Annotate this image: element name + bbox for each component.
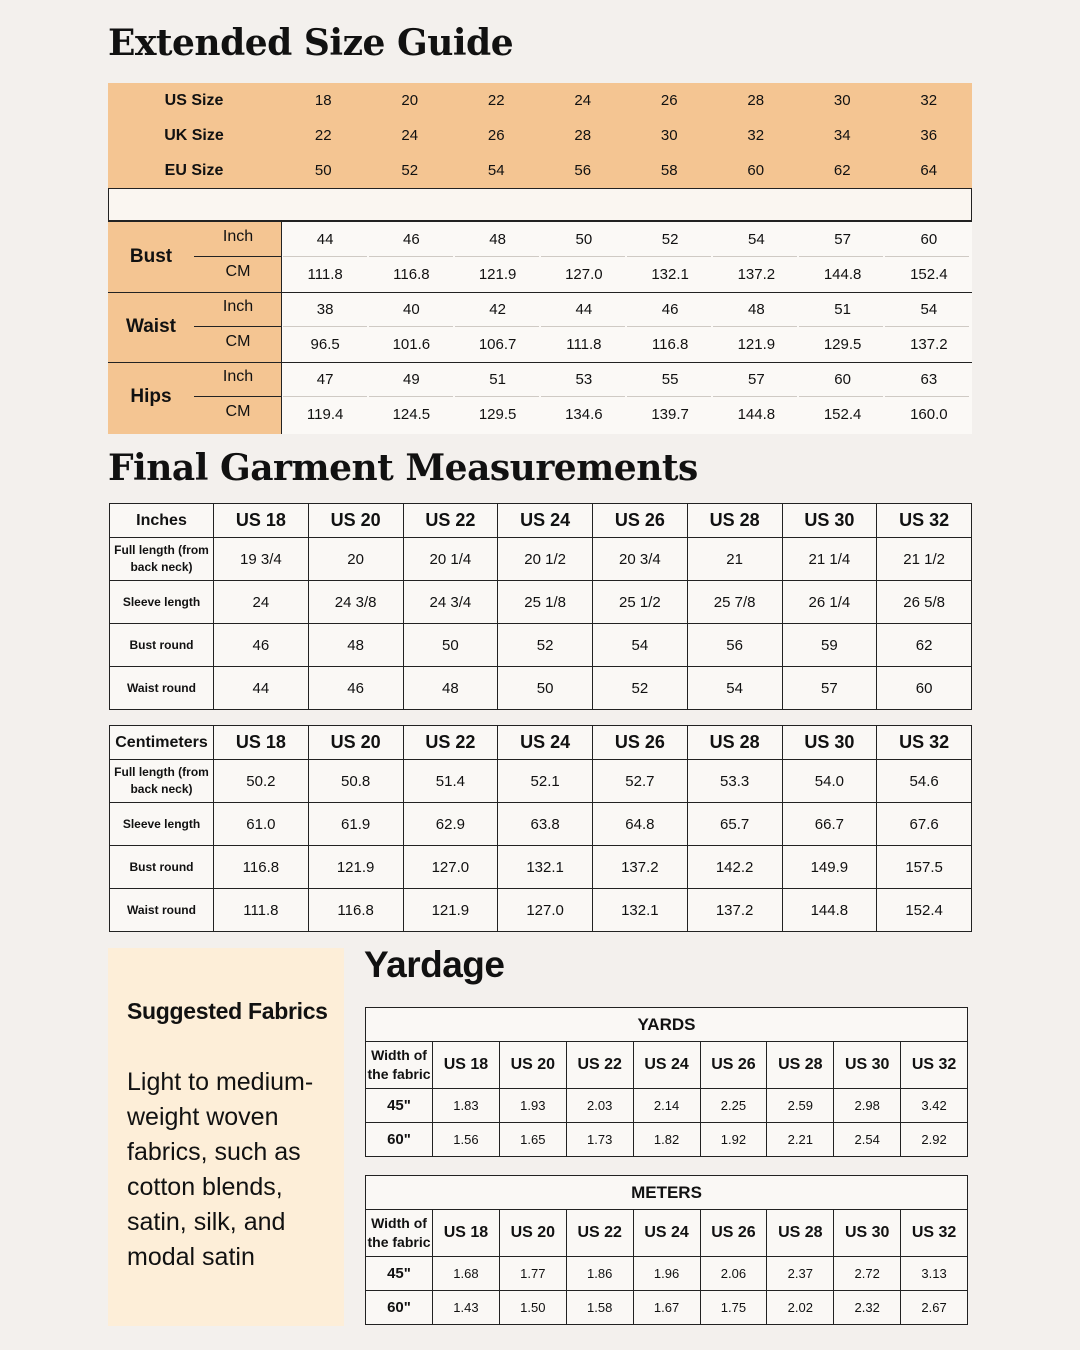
table-cell: 63.8 [498,803,593,846]
table-header-row [110,726,972,760]
size-value: 56 [574,162,592,179]
table-cell: 24 3/4 [403,581,498,624]
measurement-value: 54 [748,231,765,248]
unit-label: Inch [222,368,254,385]
measurement-label-block [108,292,281,362]
table-cell: 1.83 [433,1089,500,1123]
width-header: Width of the fabric [366,1042,433,1089]
unit-header: Centimeters [110,726,214,760]
table-cell: 2.92 [901,1123,968,1157]
table-cell: 2.02 [767,1291,834,1325]
size-conversion-header [108,83,972,188]
size-header: US 20 [499,1042,566,1089]
table-cell: 20 [308,538,403,581]
table-cell: 50.8 [308,760,403,803]
table-cell: 26 1/4 [782,581,877,624]
garment-inches-table [109,503,972,710]
row-label: Full length (from back neck) [110,538,214,581]
size-value: 54 [487,162,505,179]
table-cell: 1.77 [499,1257,566,1291]
table-cell: 127.0 [403,846,498,889]
table-cell: 2.98 [834,1089,901,1123]
table-cell: 1.67 [633,1291,700,1325]
size-value: 36 [920,127,938,144]
measurement-value: 57 [834,231,851,248]
table-cell: 1.86 [566,1257,633,1291]
table-cell: 59 [782,624,877,667]
table-cell: 2.54 [834,1123,901,1157]
size-row [108,83,972,118]
measurement-value: 127.0 [565,266,603,283]
unit-label: CM [225,403,251,420]
unit-label: CM [225,333,251,350]
measurement-value: 51 [489,371,506,388]
size-header: US 22 [566,1210,633,1257]
table-cell: 65.7 [687,803,782,846]
size-value: 26 [487,127,505,144]
measurement-label-block [108,362,281,432]
garment-measurements-title: Final Garment Measurements [108,447,698,489]
measurement-value: 51 [834,301,851,318]
measurement-value: 55 [661,371,679,388]
table-header-row [110,504,972,538]
row-label: 45" [366,1089,433,1123]
table-cell: 54.0 [782,760,877,803]
table-cell: 51.4 [403,760,498,803]
size-header: US 32 [901,1042,968,1089]
measurement-value: 48 [748,301,765,318]
table-cell: 44 [214,667,309,710]
measurement-value: 121.9 [478,266,517,283]
table-row [366,1089,968,1123]
table-cell: 1.96 [633,1257,700,1291]
table-cell: 57 [782,667,877,710]
table-row [110,624,972,667]
size-value: 34 [833,127,851,144]
table-row [110,846,972,889]
table-cell: 2.32 [834,1291,901,1325]
measurement-value: 44 [575,301,593,318]
table-cell: 21 [687,538,782,581]
table-cell: 121.9 [308,846,403,889]
table-cell: 21 1/2 [877,538,972,581]
table-cell: 50 [498,667,593,710]
table-caption-row [366,1008,968,1042]
table-cell: 1.73 [566,1123,633,1157]
size-header: US 30 [782,726,877,760]
table-cell: 2.72 [834,1257,901,1291]
measurement-value: 57 [748,371,765,388]
table-cell: 26 5/8 [877,581,972,624]
table-cell: 1.56 [433,1123,500,1157]
measurement-row [282,292,972,327]
table-cell: 1.93 [499,1089,566,1123]
row-label: Waist round [110,889,214,932]
size-value: 24 [401,127,419,144]
value-separator [282,396,972,397]
table-cell: 1.68 [433,1257,500,1291]
size-value: 18 [314,92,332,109]
measurement-value: 139.7 [651,406,689,423]
measurement-value: 60 [834,371,851,388]
table-cell: 1.43 [433,1291,500,1325]
measurement-labels-column [108,222,281,434]
row-label: Waist round [110,667,214,710]
size-header: US 20 [499,1210,566,1257]
table-cell: 1.75 [700,1291,767,1325]
measurement-value: 63 [920,371,938,388]
size-header: US 24 [633,1042,700,1089]
size-guide-table [108,83,972,434]
size-header: US 32 [877,504,972,538]
table-cell: 2.21 [767,1123,834,1157]
measurement-label-block [108,222,281,292]
size-header: US 22 [403,726,498,760]
size-header: US 28 [767,1042,834,1089]
table-cell: 2.03 [566,1089,633,1123]
size-header: US 32 [901,1210,968,1257]
table-cell: 62.9 [403,803,498,846]
table-cell: 25 7/8 [687,581,782,624]
measurement-value: 46 [661,301,679,318]
measurement-value: 144.8 [823,266,862,283]
body-measurements [108,221,972,434]
measurement-value: 53 [575,371,593,388]
measurement-value: 42 [489,301,506,318]
measurement-value: 129.5 [823,336,862,353]
value-separator [282,326,972,327]
measurement-value: 129.5 [478,406,517,423]
measurement-value: 106.7 [478,336,517,353]
value-separator [282,256,972,257]
measurement-value: 111.8 [307,266,343,283]
table-row [110,760,972,803]
size-row [108,118,972,153]
size-header: US 28 [687,726,782,760]
row-label: 45" [366,1257,433,1291]
table-header-row [366,1210,968,1257]
measurement-value: 46 [403,231,420,248]
size-value: 26 [660,92,678,109]
measurement-value: 152.4 [823,406,862,423]
measurement-row [282,397,972,432]
size-value: 22 [314,127,332,144]
size-value: 32 [920,92,938,109]
size-header: US 26 [700,1210,767,1257]
row-label: 60" [366,1123,433,1157]
size-row [108,153,972,188]
size-header: US 18 [214,504,309,538]
table-row [110,581,972,624]
size-header: US 18 [433,1042,500,1089]
table-cell: 46 [308,667,403,710]
measurement-separator [108,292,972,293]
table-cell: 54 [593,624,688,667]
table-cell: 60 [877,667,972,710]
measurement-separator [108,362,972,363]
table-caption: YARDS [366,1008,968,1042]
measurement-value: 116.8 [651,336,689,353]
measurement-value: 60 [920,231,938,248]
table-cell: 2.59 [767,1089,834,1123]
unit-divider [194,396,281,397]
measurement-value: 119.4 [306,406,344,423]
measurement-value: 50 [575,231,593,248]
table-cell: 52 [593,667,688,710]
table-cell: 67.6 [877,803,972,846]
size-value: 32 [747,127,765,144]
table-row [110,803,972,846]
table-cell: 54 [687,667,782,710]
table-cell: 61.0 [214,803,309,846]
measurement-value: 132.1 [651,266,689,283]
table-cell: 20 1/2 [498,538,593,581]
size-header: US 28 [687,504,782,538]
table-cell: 2.14 [633,1089,700,1123]
size-guide-spacer [108,188,972,221]
measurement-value: 134.6 [565,406,603,423]
table-cell: 127.0 [498,889,593,932]
size-header: US 24 [498,504,593,538]
size-header: US 28 [767,1210,834,1257]
table-cell: 19 3/4 [214,538,309,581]
suggested-fabrics-title: Suggested Fabrics [127,998,328,1024]
size-header: US 26 [700,1042,767,1089]
table-cell: 52 [498,624,593,667]
table-cell: 157.5 [877,846,972,889]
table-cell: 132.1 [593,889,688,932]
table-cell: 121.9 [403,889,498,932]
measurement-value: 144.8 [737,406,776,423]
table-cell: 3.42 [901,1089,968,1123]
row-label: 60" [366,1291,433,1325]
size-row-label: UK Size [164,126,224,144]
measurement-value: 96.5 [310,336,340,353]
table-cell: 53.3 [687,760,782,803]
table-cell: 1.65 [499,1123,566,1157]
table-cell: 50 [403,624,498,667]
unit-divider [194,326,281,327]
measurement-value: 47 [316,371,334,388]
measurement-value: 137.2 [737,266,776,283]
measurement-value: 38 [316,301,334,318]
row-label: Full length (from back neck) [110,760,214,803]
unit-label: Inch [222,228,254,245]
size-value: 62 [833,162,851,179]
table-cell: 149.9 [782,846,877,889]
size-header: US 26 [593,504,688,538]
table-cell: 46 [214,624,309,667]
size-value: 28 [574,127,592,144]
width-header: Width of the fabric [366,1210,433,1257]
size-header: US 20 [308,504,403,538]
size-header: US 30 [782,504,877,538]
row-label: Bust round [110,846,214,889]
table-row [366,1257,968,1291]
measurement-value: 54 [920,301,938,318]
size-value: 22 [487,92,505,109]
row-label: Sleeve length [110,581,214,624]
table-caption: METERS [366,1176,968,1210]
table-row [110,889,972,932]
table-cell: 1.50 [499,1291,566,1325]
measurement-value: 116.8 [393,266,430,283]
size-value: 30 [660,127,678,144]
row-label: Sleeve length [110,803,214,846]
measurement-value: 124.5 [392,406,431,423]
size-value: 28 [747,92,765,109]
suggested-fabrics-text: Light to medium-weight woven fabrics, such as cotton blends, satin, silk, and modal satin [127,1068,314,1271]
size-value: 64 [920,162,938,179]
size-header: US 26 [593,726,688,760]
size-guide-title: Extended Size Guide [108,22,514,64]
measurement-name: Hips [130,386,172,407]
table-cell: 1.92 [700,1123,767,1157]
table-cell: 116.8 [214,846,309,889]
size-value: 24 [574,92,592,109]
measurement-value: 48 [489,231,506,248]
measurement-name: Bust [129,246,173,267]
table-cell: 144.8 [782,889,877,932]
table-cell: 142.2 [687,846,782,889]
size-row-label: US Size [164,91,224,109]
table-cell: 25 1/2 [593,581,688,624]
size-value: 30 [833,92,851,109]
yardage-title: Yardage [364,944,505,985]
table-row [110,538,972,581]
measurement-value: 152.4 [910,266,948,283]
measurement-value: 44 [316,231,334,248]
measurement-value: 137.2 [910,336,948,353]
table-cell: 52.1 [498,760,593,803]
table-cell: 116.8 [308,889,403,932]
measurement-row [282,327,972,362]
unit-label: Inch [222,298,254,315]
table-cell: 3.13 [901,1257,968,1291]
table-cell: 50.2 [214,760,309,803]
size-header: US 30 [834,1210,901,1257]
unit-label: CM [225,263,251,280]
size-header: US 24 [498,726,593,760]
size-header: US 18 [214,726,309,760]
table-cell: 111.8 [214,889,309,932]
table-row [110,667,972,710]
size-header: US 32 [877,726,972,760]
size-value: 20 [401,92,419,109]
size-header: US 20 [308,726,403,760]
table-cell: 137.2 [593,846,688,889]
size-row-label: EU Size [164,161,224,179]
table-cell: 20 1/4 [403,538,498,581]
measurement-name: Waist [126,316,176,337]
table-cell: 48 [403,667,498,710]
size-header: US 24 [633,1210,700,1257]
measurement-row [282,257,972,292]
table-cell: 66.7 [782,803,877,846]
size-value: 58 [660,162,678,179]
table-cell: 2.37 [767,1257,834,1291]
yardage-yards-table [365,1007,968,1157]
table-row [366,1291,968,1325]
unit-header: Inches [110,504,214,538]
measurement-value: 160.0 [910,406,948,423]
measurement-row [282,362,972,397]
table-cell: 2.67 [901,1291,968,1325]
table-cell: 132.1 [498,846,593,889]
table-cell: 62 [877,624,972,667]
measurement-value: 52 [661,231,679,248]
table-cell: 54.6 [877,760,972,803]
measurement-value: 49 [403,371,420,388]
size-header: US 22 [566,1042,633,1089]
size-value: 52 [401,162,419,179]
measurement-value: 121.9 [737,336,776,353]
size-header: US 18 [433,1210,500,1257]
measurement-value: 101.6 [392,336,431,353]
row-label: Bust round [110,624,214,667]
size-header: US 22 [403,504,498,538]
table-cell: 61.9 [308,803,403,846]
table-cell: 2.06 [700,1257,767,1291]
size-value: 50 [314,162,332,179]
table-cell: 137.2 [687,889,782,932]
table-cell: 52.7 [593,760,688,803]
table-cell: 152.4 [877,889,972,932]
table-cell: 48 [308,624,403,667]
table-cell: 2.25 [700,1089,767,1123]
size-header: US 30 [834,1042,901,1089]
table-header-row [366,1042,968,1089]
table-cell: 20 3/4 [593,538,688,581]
measurement-value: 40 [403,301,420,318]
table-cell: 1.82 [633,1123,700,1157]
garment-cm-table [109,725,972,932]
unit-divider [194,256,281,257]
table-cell: 56 [687,624,782,667]
measurement-row [282,222,972,257]
table-row [366,1123,968,1157]
table-cell: 21 1/4 [782,538,877,581]
yardage-meters-table [365,1175,968,1325]
size-value: 60 [747,162,765,179]
table-caption-row [366,1176,968,1210]
table-cell: 24 [214,581,309,624]
table-cell: 24 3/8 [308,581,403,624]
table-cell: 1.58 [566,1291,633,1325]
measurement-value: 111.8 [566,336,602,353]
suggested-fabrics-box [108,948,344,1326]
table-cell: 64.8 [593,803,688,846]
table-cell: 25 1/8 [498,581,593,624]
